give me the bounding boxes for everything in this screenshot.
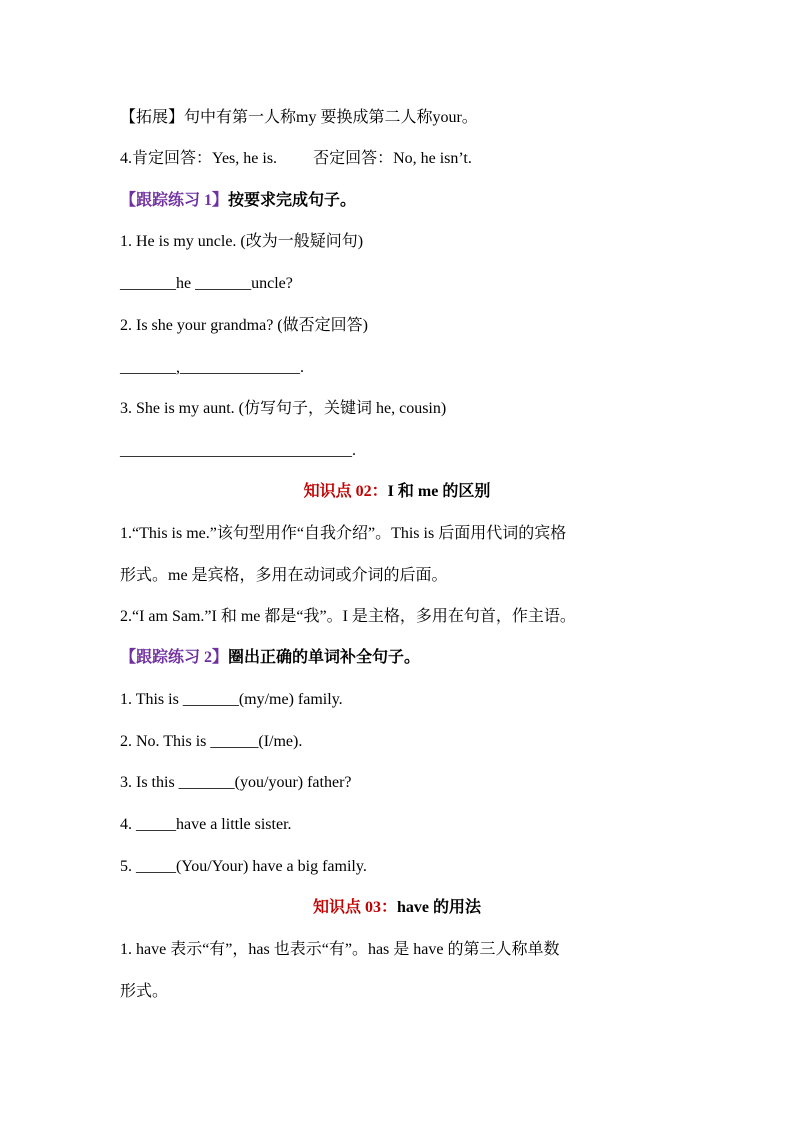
exercise-1-tag: 【跟踪练习 1】 xyxy=(120,192,229,209)
exercise-1-question-3: 3. She is my aunt. (仿写句子，关键词 he, cousin) xyxy=(120,400,447,417)
exercise-1-question-1: 1. He is my uncle. (改为一般疑问句) xyxy=(120,233,364,250)
kp3-paragraph-1-line-2: 形式。 xyxy=(120,983,169,1000)
knowledge-point-3-heading xyxy=(0,898,794,918)
exercise-2-item-3: 3. Is this _______(you/your) father? xyxy=(120,774,352,791)
knowledge-point-3-tag: 知识点 03： xyxy=(312,899,397,916)
exercise-2-item-5: 5. _____(You/Your) have a big family. xyxy=(120,858,367,875)
exercise-1-question-2: 2. Is she your grandma? (做否定回答) xyxy=(120,317,368,334)
knowledge-point-2-heading xyxy=(0,482,794,502)
exercise-2-item-2: 2. No. This is ______(I/me). xyxy=(120,733,303,750)
knowledge-point-2-title: I 和 me 的区别 xyxy=(387,483,491,500)
exercise-2-item-1: 1. This is _______(my/me) family. xyxy=(120,691,343,708)
knowledge-point-3-title: have 的用法 xyxy=(397,899,482,916)
kp3-paragraph-1-line-1: 1. have 表示“有”，has 也表示“有”。has 是 have 的第三人称单数 xyxy=(120,941,560,958)
negative-answer: 否定回答：No, he isn’t. xyxy=(313,150,472,167)
exercise-2-tag: 【跟踪练习 2】 xyxy=(120,649,229,666)
answer-forms xyxy=(120,149,680,169)
kp2-paragraph-1-line-1: 1.“This is me.”该句型用作“自我介绍”。This is 后面用代词的宾格 xyxy=(120,525,567,542)
kp2-paragraph-2: 2.“I am Sam.”I 和 me 都是“我”。I 是主格，多用在句首，作主语。 xyxy=(120,608,576,625)
affirmative-answer: 4.肯定回答：Yes, he is. xyxy=(120,150,278,167)
exercise-2-title: 圈出正确的单词补全句子。 xyxy=(228,649,421,666)
exercise-1-title: 按要求完成句子。 xyxy=(228,192,357,209)
kp2-paragraph-1-line-2: 形式。me 是宾格，多用在动词或介词的后面。 xyxy=(120,567,448,584)
knowledge-point-2-tag: 知识点 02： xyxy=(303,483,388,500)
exercise-1-answer-2: _______,_______________. xyxy=(120,359,304,376)
exercise-2-item-4: 4. _____have a little sister. xyxy=(120,816,292,833)
exercise-1-answer-1: _______he _______uncle? xyxy=(120,275,293,292)
extension-note: 【拓展】句中有第一人称my 要换成第二人称your。 xyxy=(120,109,478,126)
exercise-1-heading xyxy=(120,191,680,211)
exercise-2-heading xyxy=(120,648,680,668)
exercise-1-answer-3: _____________________________. xyxy=(120,442,356,459)
